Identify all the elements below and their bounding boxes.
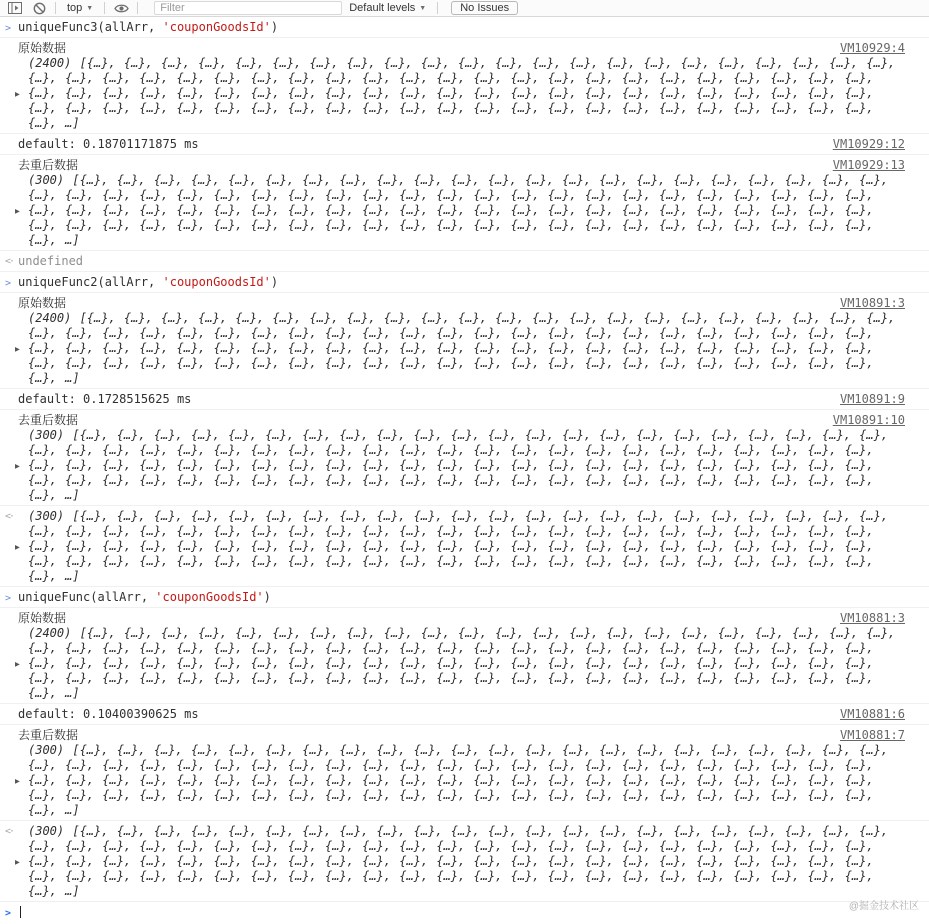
log-label: 去重后数据 bbox=[18, 413, 79, 427]
log-levels-dropdown[interactable] bbox=[349, 2, 426, 14]
source-link[interactable]: VM10891:3 bbox=[839, 296, 905, 310]
toolbar-divider bbox=[55, 2, 56, 14]
source-link[interactable]: VM10881:6 bbox=[839, 707, 905, 721]
command-chevron-icon: > bbox=[5, 593, 12, 604]
console-entry-log-array bbox=[0, 293, 929, 389]
array-preview bbox=[15, 56, 905, 131]
code-plain: uniqueFunc3(allArr, bbox=[18, 20, 163, 34]
array-preview bbox=[15, 173, 905, 248]
array-preview-text: (2400) [{…}, {…}, {…}, {…}, {…}, {…}, {…}, {…}, {…}, {…}, {…}, {…}, {…}, {…}, {…}, {…}, {…}, {…}, {…}, {…}, {…}, {…}, {…}, {…}, {…}, {…}, {…}, {…}, {…}, {…}, {…}, {…}, {…}, {…}, {…}, {…}, {…}, {…}, {…}, {…}, {…}, {…}, {…}, {…}, {…}, {…}, {…}, {…}, {…}, {…}, {…}, {…}, {…}, {…}, {…}, {…}, {…}, {…}, {…}, {…}, {…}, {…}, {…}, {…}, {…}, {…}, {…}, {…}, {…}, {…}, {…}, {…}, {…}, {…}, {…}, {…}, {…}, {…}, {…}, {…}, {…}, {…}, {…}, {…}, {…}, {…}, {…}, {…}, {…}, {…}, {…}, {…}, …] bbox=[28, 311, 896, 385]
array-preview bbox=[15, 509, 905, 584]
array-preview-text: (300) [{…}, {…}, {…}, {…}, {…}, {…}, {…}, {…}, {…}, {…}, {…}, {…}, {…}, {…}, {…}, {…}, {…}, {…}, {…}, {…}, {…}, {…}, {…}, {…}, {…}, {…}, {…}, {…}, {…}, {…}, {…}, {…}, {…}, {…}, {…}, {…}, {…}, {…}, {…}, {…}, {…}, {…}, {…}, {…}, {…}, {…}, {…}, {…}, {…}, {…}, {…}, {…}, {…}, {…}, {…}, {…}, {…}, {…}, {…}, {…}, {…}, {…}, {…}, {…}, {…}, {…}, {…}, {…}, {…}, {…}, {…}, {…}, {…}, {…}, {…}, {…}, {…}, {…}, {…}, {…}, {…}, {…}, {…}, {…}, {…}, {…}, {…}, {…}, {…}, {…}, {…}, {…}, …] bbox=[28, 824, 889, 898]
chevron-down-icon: ▼ bbox=[419, 4, 427, 12]
return-arrow-icon: <· bbox=[5, 826, 14, 837]
source-link[interactable]: VM10929:12 bbox=[832, 137, 905, 151]
code-string-literal: 'couponGoodsId' bbox=[155, 590, 264, 604]
expand-triangle-icon[interactable]: ▶ bbox=[15, 776, 20, 785]
expand-triangle-icon[interactable]: ▶ bbox=[15, 89, 20, 98]
console-entry-log-array bbox=[0, 608, 929, 704]
code-plain: uniqueFunc2(allArr, bbox=[18, 275, 163, 289]
log-text: default: 0.18701171875 ms bbox=[18, 137, 199, 151]
command-chevron-icon: > bbox=[5, 278, 12, 289]
return-arrow-icon: <· bbox=[5, 511, 14, 522]
console-entry-log bbox=[0, 389, 929, 410]
log-levels-label: Default levels bbox=[349, 2, 416, 14]
console-entry-log-array bbox=[0, 155, 929, 251]
log-label: 去重后数据 bbox=[18, 158, 79, 172]
console-entry-log bbox=[0, 704, 929, 725]
code-plain: ) bbox=[270, 20, 279, 34]
console-prompt[interactable] bbox=[0, 902, 929, 923]
console-entry-log-array bbox=[0, 38, 929, 134]
source-link[interactable]: VM10891:9 bbox=[839, 392, 905, 406]
code-plain: ) bbox=[263, 590, 271, 604]
console-entry-command bbox=[0, 587, 929, 608]
console-entry-result bbox=[0, 251, 929, 272]
code-plain: ) bbox=[270, 275, 279, 289]
chevron-down-icon: ▼ bbox=[86, 4, 94, 12]
clear-console-icon[interactable] bbox=[30, 1, 48, 16]
console-messages bbox=[0, 17, 929, 923]
toolbar-divider bbox=[437, 2, 438, 14]
array-preview-text: (300) [{…}, {…}, {…}, {…}, {…}, {…}, {…}, {…}, {…}, {…}, {…}, {…}, {…}, {…}, {…}, {…}, {…}, {…}, {…}, {…}, {…}, {…}, {…}, {…}, {…}, {…}, {…}, {…}, {…}, {…}, {…}, {…}, {…}, {…}, {…}, {…}, {…}, {…}, {…}, {…}, {…}, {…}, {…}, {…}, {…}, {…}, {…}, {…}, {…}, {…}, {…}, {…}, {…}, {…}, {…}, {…}, {…}, {…}, {…}, {…}, {…}, {…}, {…}, {…}, {…}, {…}, {…}, {…}, {…}, {…}, {…}, {…}, {…}, {…}, {…}, {…}, {…}, {…}, {…}, {…}, {…}, {…}, {…}, {…}, {…}, {…}, {…}, {…}, {…}, {…}, {…}, {…}, …] bbox=[28, 173, 889, 247]
array-preview bbox=[15, 311, 905, 386]
source-link[interactable]: VM10929:13 bbox=[832, 158, 905, 172]
log-label: 原始数据 bbox=[18, 611, 67, 625]
console-entry-command bbox=[0, 17, 929, 38]
code-plain: uniqueFunc(allArr, bbox=[18, 590, 156, 604]
toolbar-divider bbox=[104, 2, 105, 14]
array-preview-text: (300) [{…}, {…}, {…}, {…}, {…}, {…}, {…}, {…}, {…}, {…}, {…}, {…}, {…}, {…}, {…}, {…}, {…}, {…}, {…}, {…}, {…}, {…}, {…}, {…}, {…}, {…}, {…}, {…}, {…}, {…}, {…}, {…}, {…}, {…}, {…}, {…}, {…}, {…}, {…}, {…}, {…}, {…}, {…}, {…}, {…}, {…}, {…}, {…}, {…}, {…}, {…}, {…}, {…}, {…}, {…}, {…}, {…}, {…}, {…}, {…}, {…}, {…}, {…}, {…}, {…}, {…}, {…}, {…}, {…}, {…}, {…}, {…}, {…}, {…}, {…}, {…}, {…}, {…}, {…}, {…}, {…}, {…}, {…}, {…}, {…}, {…}, {…}, {…}, {…}, {…}, {…}, {…}, …] bbox=[28, 743, 889, 817]
expand-triangle-icon[interactable]: ▶ bbox=[15, 344, 20, 353]
context-selector[interactable] bbox=[67, 2, 93, 14]
array-preview bbox=[15, 824, 905, 899]
expand-triangle-icon[interactable]: ▶ bbox=[15, 461, 20, 470]
code-string-literal: 'couponGoodsId' bbox=[162, 20, 271, 34]
log-label: 去重后数据 bbox=[18, 728, 79, 742]
return-arrow-icon: <· bbox=[5, 256, 14, 267]
log-label: 原始数据 bbox=[18, 296, 67, 310]
result-value: undefined bbox=[18, 254, 84, 268]
command-chevron-icon: > bbox=[5, 23, 12, 34]
context-selector-label: top bbox=[67, 2, 83, 14]
console-entry-log-array bbox=[0, 725, 929, 821]
source-link[interactable]: VM10929:4 bbox=[839, 41, 905, 55]
toolbar-divider bbox=[137, 2, 138, 14]
array-preview-text: (2400) [{…}, {…}, {…}, {…}, {…}, {…}, {…}, {…}, {…}, {…}, {…}, {…}, {…}, {…}, {…}, {…}, {…}, {…}, {…}, {…}, {…}, {…}, {…}, {…}, {…}, {…}, {…}, {…}, {…}, {…}, {…}, {…}, {…}, {…}, {…}, {…}, {…}, {…}, {…}, {…}, {…}, {…}, {…}, {…}, {…}, {…}, {…}, {…}, {…}, {…}, {…}, {…}, {…}, {…}, {…}, {…}, {…}, {…}, {…}, {…}, {…}, {…}, {…}, {…}, {…}, {…}, {…}, {…}, {…}, {…}, {…}, {…}, {…}, {…}, {…}, {…}, {…}, {…}, {…}, {…}, {…}, {…}, {…}, {…}, {…}, {…}, {…}, {…}, {…}, {…}, {…}, {…}, …] bbox=[28, 626, 896, 700]
array-preview bbox=[15, 743, 905, 818]
log-text: default: 0.1728515625 ms bbox=[18, 392, 192, 406]
filter-input[interactable] bbox=[154, 1, 342, 15]
array-preview-text: (2400) [{…}, {…}, {…}, {…}, {…}, {…}, {…}, {…}, {…}, {…}, {…}, {…}, {…}, {…}, {…}, {…}, {…}, {…}, {…}, {…}, {…}, {…}, {…}, {…}, {…}, {…}, {…}, {…}, {…}, {…}, {…}, {…}, {…}, {…}, {…}, {…}, {…}, {…}, {…}, {…}, {…}, {…}, {…}, {…}, {…}, {…}, {…}, {…}, {…}, {…}, {…}, {…}, {…}, {…}, {…}, {…}, {…}, {…}, {…}, {…}, {…}, {…}, {…}, {…}, {…}, {…}, {…}, {…}, {…}, {…}, {…}, {…}, {…}, {…}, {…}, {…}, {…}, {…}, {…}, {…}, {…}, {…}, {…}, {…}, {…}, {…}, {…}, {…}, {…}, {…}, {…}, {…}, …] bbox=[28, 56, 896, 130]
console-entry-command bbox=[0, 272, 929, 293]
log-text: default: 0.10400390625 ms bbox=[18, 707, 199, 721]
source-link[interactable]: VM10881:7 bbox=[839, 728, 905, 742]
array-preview bbox=[15, 428, 905, 503]
issues-counter[interactable]: No Issues bbox=[451, 1, 518, 15]
expand-triangle-icon[interactable]: ▶ bbox=[15, 542, 20, 551]
console-toolbar bbox=[0, 0, 929, 17]
console-entry-result-array bbox=[0, 506, 929, 587]
console-entry-log bbox=[0, 134, 929, 155]
command-text bbox=[18, 275, 278, 289]
array-preview-text: (300) [{…}, {…}, {…}, {…}, {…}, {…}, {…}, {…}, {…}, {…}, {…}, {…}, {…}, {…}, {…}, {…}, {…}, {…}, {…}, {…}, {…}, {…}, {…}, {…}, {…}, {…}, {…}, {…}, {…}, {…}, {…}, {…}, {…}, {…}, {…}, {…}, {…}, {…}, {…}, {…}, {…}, {…}, {…}, {…}, {…}, {…}, {…}, {…}, {…}, {…}, {…}, {…}, {…}, {…}, {…}, {…}, {…}, {…}, {…}, {…}, {…}, {…}, {…}, {…}, {…}, {…}, {…}, {…}, {…}, {…}, {…}, {…}, {…}, {…}, {…}, {…}, {…}, {…}, {…}, {…}, {…}, {…}, {…}, {…}, {…}, {…}, {…}, {…}, {…}, {…}, {…}, {…}, …] bbox=[28, 509, 889, 583]
command-text bbox=[18, 590, 271, 604]
source-link[interactable]: VM10891:10 bbox=[832, 413, 905, 427]
eye-icon[interactable] bbox=[112, 1, 130, 16]
array-preview bbox=[15, 626, 905, 701]
expand-triangle-icon[interactable]: ▶ bbox=[15, 659, 20, 668]
expand-triangle-icon[interactable]: ▶ bbox=[15, 206, 20, 215]
watermark: @掘金技术社区 bbox=[848, 901, 919, 912]
log-label: 原始数据 bbox=[18, 41, 67, 55]
text-cursor bbox=[20, 906, 21, 918]
command-text bbox=[18, 20, 278, 34]
console-sidebar-toggle-icon[interactable] bbox=[6, 1, 24, 16]
code-string-literal: 'couponGoodsId' bbox=[162, 275, 271, 289]
console-entry-result-array bbox=[0, 821, 929, 902]
array-preview-text: (300) [{…}, {…}, {…}, {…}, {…}, {…}, {…}, {…}, {…}, {…}, {…}, {…}, {…}, {…}, {…}, {…}, {…}, {…}, {…}, {…}, {…}, {…}, {…}, {…}, {…}, {…}, {…}, {…}, {…}, {…}, {…}, {…}, {…}, {…}, {…}, {…}, {…}, {…}, {…}, {…}, {…}, {…}, {…}, {…}, {…}, {…}, {…}, {…}, {…}, {…}, {…}, {…}, {…}, {…}, {…}, {…}, {…}, {…}, {…}, {…}, {…}, {…}, {…}, {…}, {…}, {…}, {…}, {…}, {…}, {…}, {…}, {…}, {…}, {…}, {…}, {…}, {…}, {…}, {…}, {…}, {…}, {…}, {…}, {…}, {…}, {…}, {…}, {…}, {…}, {…}, {…}, {…}, …] bbox=[28, 428, 889, 502]
expand-triangle-icon[interactable]: ▶ bbox=[15, 857, 20, 866]
console-entry-log-array bbox=[0, 410, 929, 506]
source-link[interactable]: VM10881:3 bbox=[839, 611, 905, 625]
prompt-chevron-icon: > bbox=[5, 908, 12, 919]
